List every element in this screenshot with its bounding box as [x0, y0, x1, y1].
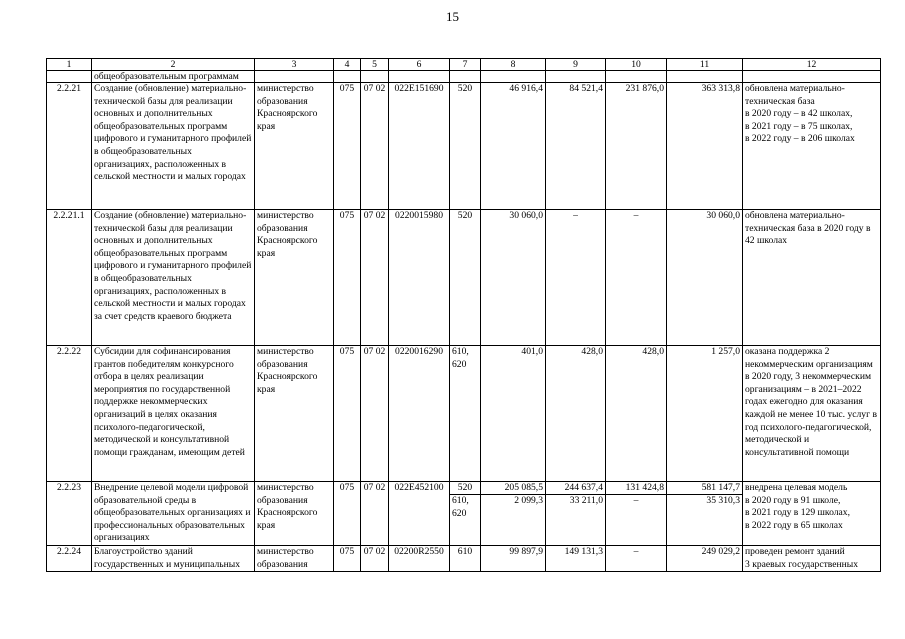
code-rzpr: 07 02 — [361, 210, 389, 346]
value-2022: – — [606, 210, 667, 346]
value-total: 581 147,7 — [701, 482, 740, 493]
table-row — [47, 482, 881, 546]
code-csr: 0220016290 — [389, 346, 450, 482]
header-cell: 5 — [361, 59, 389, 71]
measure-name: Благоустройство зданий государственных и муниципальных — [92, 545, 255, 571]
code-gr: 075 — [334, 83, 361, 210]
expected-result: внедрена целевая модель в 2020 году в 91 школе, в 2021 году в 129 школах, в 2022 году в 65 школах — [743, 482, 881, 546]
continuation-text: общеобразовательным программам — [92, 71, 255, 83]
code-vr: 520 — [450, 83, 481, 210]
value-2022: 131 424,8 — [625, 482, 664, 493]
value-2020: 2 099,3 — [481, 494, 545, 508]
expected-result: обновлена материально-техническая база в 2020 году в 42 школах — [743, 210, 881, 346]
measure-name: Создание (обновление) материально-технической базы для реализации основных и дополнительных общеобразовательных программ цифрового и гуманитарного профилей в общеобразовательных организациях, расположенных в сельской местности и малых городах за счет средств краевого бюджета — [92, 210, 255, 346]
code-gr: 075 — [334, 482, 361, 546]
table-row — [47, 346, 881, 482]
responsible-org: министерство образования Красноярского края — [255, 482, 334, 546]
code-rzpr: 07 02 — [361, 83, 389, 210]
value-2020: 205 085,5 — [504, 482, 543, 493]
code-vr: 520 — [457, 482, 473, 493]
row-number: 2.2.21.1 — [47, 210, 92, 346]
header-cell: 11 — [667, 59, 743, 71]
header-row — [47, 59, 881, 71]
header-cell: 8 — [481, 59, 546, 71]
header-cell: 7 — [450, 59, 481, 71]
value-2021: – — [546, 210, 606, 346]
header-cell: 2 — [92, 59, 255, 71]
header-cell: 4 — [334, 59, 361, 71]
value-2022: – — [606, 494, 666, 508]
code-gr: 075 — [334, 210, 361, 346]
value-2022: 231 876,0 — [606, 83, 667, 210]
header-cell: 3 — [255, 59, 334, 71]
code-csr: 0220015980 — [389, 210, 450, 346]
code-csr: 022E151690 — [389, 83, 450, 210]
code-vr: 610, 620 — [450, 346, 481, 482]
code-csr: 02200R2550 — [389, 545, 450, 571]
measure-name: Внедрение целевой модели цифровой образовательной среды в общеобразовательных организациях и профессиональных образовательных организациях — [92, 482, 255, 546]
value-2020: 401,0 — [481, 346, 546, 482]
value-total: 35 310,3 — [667, 494, 742, 508]
value-2021: 244 637,4 — [564, 482, 603, 493]
header-cell: 9 — [546, 59, 606, 71]
expected-result: обновлена материально-техническая база в 2020 году – в 42 школах, в 2021 году – в 75 школах, в 2022 году – в 206 школах — [743, 83, 881, 210]
value-total: 363 313,8 — [667, 83, 743, 210]
expected-result: проведен ремонт зданий 3 краевых государственных — [743, 545, 881, 571]
code-rzpr: 07 02 — [361, 545, 389, 571]
responsible-org: министерство образования — [255, 545, 334, 571]
code-gr: 075 — [334, 346, 361, 482]
value-2022: – — [606, 545, 667, 571]
code-gr: 075 — [334, 545, 361, 571]
code-rzpr: 07 02 — [361, 482, 389, 546]
header-cell: 1 — [47, 59, 92, 71]
value-2021: 84 521,4 — [546, 83, 606, 210]
header-cell: 10 — [606, 59, 667, 71]
value-total: 249 029,2 — [667, 545, 743, 571]
code-vr: 610, 620 — [450, 494, 480, 520]
measure-name: Создание (обновление) материально-технической базы для реализации основных и дополнительных общеобразовательных программ цифрового и гуманитарного профилей в общеобразовательных организациях, расположенных в сельской местности и малых городах — [92, 83, 255, 210]
table-row — [47, 83, 881, 210]
table-row — [47, 210, 881, 346]
measure-name: Субсидии для софинансирования грантов победителям конкурсного отбора в целях реализации мероприятия по государственной поддержке некоммерческих организаций в целях оказания психолого-педагогической, методической и консультативной помощи гражданам, имеющим детей — [92, 346, 255, 482]
value-2022: 428,0 — [606, 346, 667, 482]
value-total: 1 257,0 — [667, 346, 743, 482]
value-2021: 33 211,0 — [546, 494, 605, 508]
expected-result: оказана поддержка 2 некоммерческим организациям в 2020 году, 3 некоммерческим организациям – в 2021–2022 годах ежегодно для оказания каждой не менее 10 тыс. услуг в год психолого-педагогической, методической и консультативной помощи — [743, 346, 881, 482]
value-2020: 30 060,0 — [481, 210, 546, 346]
responsible-org: министерство образования Красноярского края — [255, 210, 334, 346]
value-2020: 99 897,9 — [481, 545, 546, 571]
row-number: 2.2.22 — [47, 346, 92, 482]
page-number: 15 — [446, 9, 459, 24]
header-cell: 12 — [743, 59, 881, 71]
value-2020: 46 916,4 — [481, 83, 546, 210]
value-total: 30 060,0 — [667, 210, 743, 346]
table-row — [47, 545, 881, 571]
budget-table — [46, 58, 881, 572]
code-vr: 610 — [450, 545, 481, 571]
row-number: 2.2.23 — [47, 482, 92, 546]
code-csr: 022E452100 — [389, 482, 450, 546]
table-row — [47, 71, 881, 83]
row-number: 2.2.24 — [47, 545, 92, 571]
responsible-org: министерство образования Красноярского края — [255, 83, 334, 210]
code-rzpr: 07 02 — [361, 346, 389, 482]
value-2021: 149 131,3 — [546, 545, 606, 571]
responsible-org: министерство образования Красноярского края — [255, 346, 334, 482]
header-cell: 6 — [389, 59, 450, 71]
row-number: 2.2.21 — [47, 83, 92, 210]
code-vr: 520 — [450, 210, 481, 346]
value-2021: 428,0 — [546, 346, 606, 482]
